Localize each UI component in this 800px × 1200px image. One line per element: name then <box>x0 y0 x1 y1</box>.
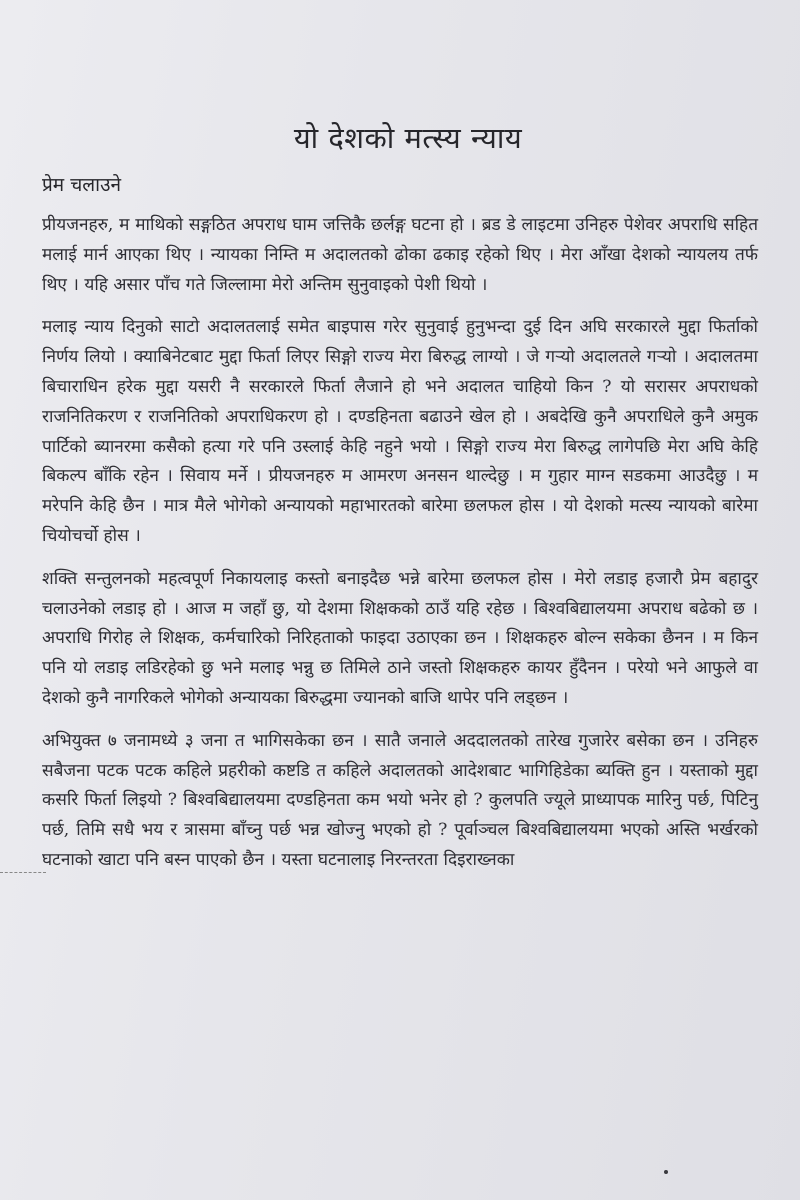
article-paragraph-1: प्रीयजनहरु, म माथिको सङ्गठित अपराध घाम जत्तिकै छर्लङ्ग घटना हो । ब्रड डे लाइटमा उनिहरु पेशेवर अपराधि सहित मलाई मार्न आएका थिए । न्यायका निम्ति म अदालतको ढोका ढकाइ रहेको थिए । मेरा आँखा देशको न्यायलय तर्फ थिए । यहि असार पाँच गते जिल्लामा मेरो अन्तिम सुनुवाइको पेशी थियो । <box>42 215 758 295</box>
article-paragraph-4: अभियुक्त ७ जनामध्ये ३ जना त भागिसकेका छन । सातै जनाले अददालतको तारेख गुजारेर बसेका छन । उनिहरु सबैजना पटक पटक कहिले प्रहरीको कष्टडि त कहिले अदालतको आदेशबाट भागिहिडेका ब्यक्ति हुन । यस्ताको मुद्दा कसरि फिर्ता लिइयो ? बिश्वबिद्यालयमा दण्डहिनता कम भयो भनेर हो ? कुलपति ज्यूले प्राध्यापक मारिनु पर्छ, पिटिनु पर्छ, तिमि सधै भय र त्रासमा बाँच्नु पर्छ भन्न खोज्नु भएको हो ? पूर्वाञ्चल बिश्वबिद्यालयमा भएको अस्ति भर्खरको घटनाको खाटा पनि बस्न पाएको छैन । यस्ता घटनालाइ निरन्तरता दिइराख्नका <box>42 730 758 870</box>
paper-speck <box>664 1170 668 1174</box>
article-paragraph-2: मलाइ न्याय दिनुको साटो अदालतलाई समेत बाइपास गरेर सुनुवाई हुनुभन्दा दुई दिन अघि सरकारले मुद्दा फिर्ताको निर्णय लियो । क्याबिनेटबाट मुद्दा फिर्ता लिएर सिङ्गो राज्य मेरा बिरुद्ध लाग्यो । जे गर्‍यो अदालतले गर्‍यो । अदालतमा बिचाराधिन हरेक मुद्दा यसरी नै सरकारले फिर्ता लैजाने हो भने अदालत चाहियो किन ? यो सरासर अपराधको राजनितिकरण र राजनितिको अपराधिकरण हो । दण्डहिनता बढाउने खेल हो । अबदेखि कुनै अपराधिले कुनै अमुक पार्टिको ब्यानरमा कसैको हत्या गरे पनि उस्लाई केहि नहुने भयो । सिङ्गो राज्य मेरा बिरुद्ध लागेपछि मेरा अघि केहि बिकल्प बाँकि रहेन । सिवाय मर्ने । प्रीयजनहरु म आमरण अनसन थाल्देछु । म गुहार माग्न सडकमा आउदैछु । म मरेपनि केहि छैन । मात्र मैले भोगेको अन्यायको महाभारतको बारेमा छलफल होस । यो देशको मत्स्य न्यायको बारेमा चियोचर्चो होस । <box>42 317 758 546</box>
article-title: यो देशको मत्स्य न्याय <box>293 121 523 155</box>
margin-pencil-mark <box>0 872 46 875</box>
article-author: प्रेम चलाउने <box>42 174 122 196</box>
article-paragraph-3: शक्ति सन्तुलनको महत्वपूर्ण निकायलाइ कस्तो बनाइदैछ भन्ने बारेमा छलफल होस । मेरो लडाइ हजारौ प्रेम बहादुर चलाउनेको लडाइ हो । आज म जहाँ छु, यो देशमा शिक्षकको ठाउँ यहि रहेछ । बिश्वबिद्यालयमा अपराध बढेको छ । अपराधि गिरोह ले शिक्षक, कर्मचारिको निरिहताको फाइदा उठाएका छन । शिक्षकहरु बोल्न सकेका छैनन । म किन पनि यो लडाइ लडिरहेको छु भने मलाइ भन्नु छ तिमिले ठाने जस्तो शिक्षकहरु कायर हुँदैनन । परेयो भने आफुले वा देशको कुनै नागरिकले भोगेको अन्यायका बिरुद्धमा ज्यानको बाजि थापेर पनि लड्छन । <box>42 568 758 708</box>
